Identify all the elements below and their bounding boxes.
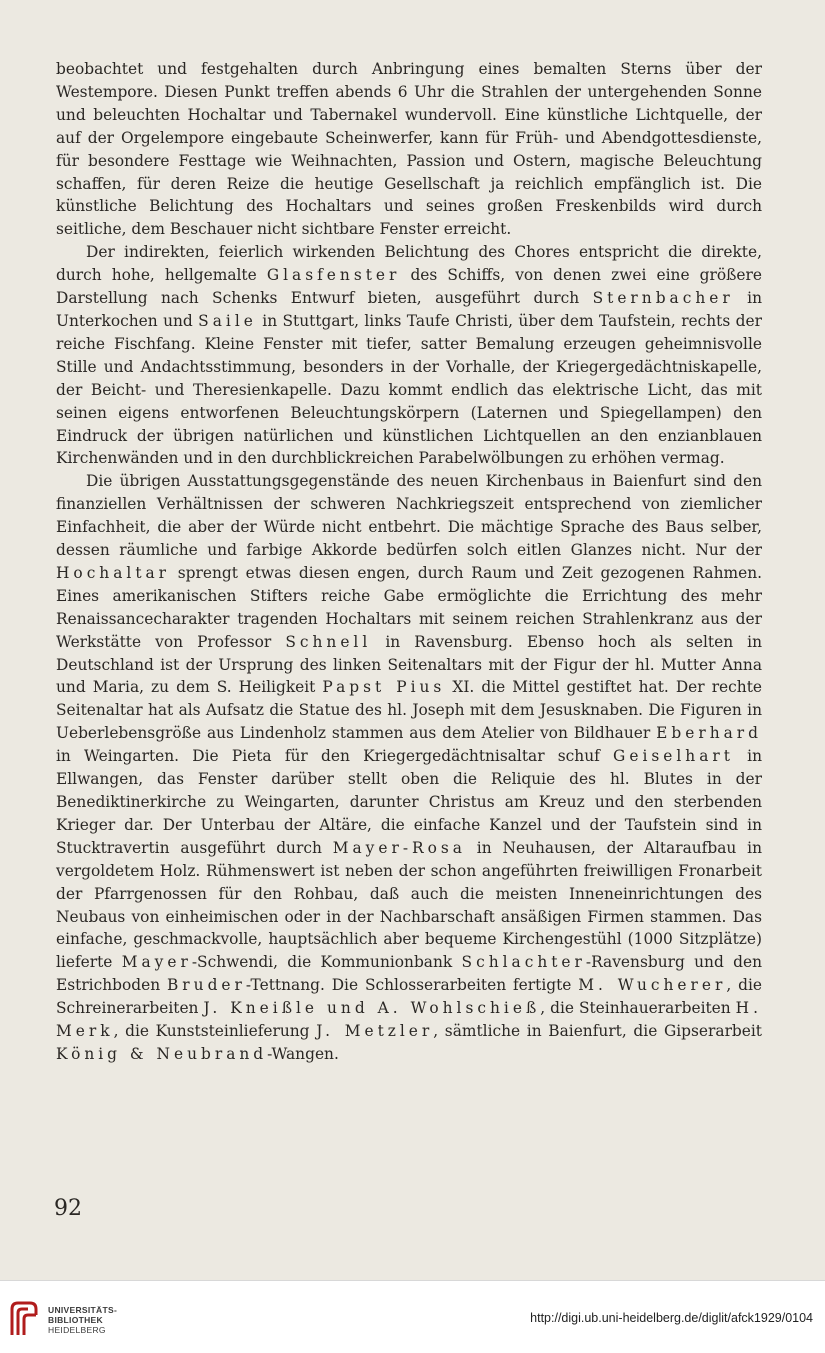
- spaced-name: M. Wucherer: [578, 976, 727, 995]
- spaced-name: Sternbacher: [592, 289, 734, 308]
- text-run: des Schiffs, von denen zwei eine größere Darstellung nach Schenks Entwurf bieten, ausgeführt durch: [56, 266, 762, 308]
- library-seal-icon: [8, 1301, 40, 1337]
- spaced-name: Geiselhart: [613, 747, 734, 766]
- text-run: -Wangen.: [267, 1044, 339, 1063]
- text-run: sprengt etwas diesen engen, durch Raum und Zeit gezogenen Rahmen. Eines amerikanischen Stifters reiche Gabe ermöglichte die Errichtung des mehr Renaissancecharakter tragenden Hochaltars mit seinem reichen Strahlenkranz aus der Werkstätte von Professor: [56, 563, 762, 651]
- text-run: -Schwendi, die Kommunionbank: [191, 953, 462, 972]
- text-run: in Ellwangen, das Fenster darüber stellt oben die Reliquie des hl. Blutes in der Benediktinerkirche zu Weingarten, darunter Christus am Kreuz und den sterbenden Krieger dar. Der Unterbau der Altäre, die einfache Kanzel und der Taufstein sind in Stucktravertin ausgeführt durch: [56, 747, 762, 857]
- text-run: XI. die Mittel gestiftet hat. Der rechte Seitenaltar hat als Aufsatz die Statue des hl. Joseph mit dem Jesusknaben. Die Figuren in Ueberlebensgröße aus Lindenholz stammen aus dem Atelier von Bildhauer: [56, 678, 762, 743]
- spaced-name: H. Merk: [56, 999, 762, 1041]
- text-run: , die Kunststeinlieferung: [113, 1022, 317, 1041]
- text-run: -Ravensburg und den Estrichboden: [56, 953, 762, 995]
- text-run: -Tettnang. Die Schlosserarbeiten fertigte: [245, 976, 579, 995]
- logo-line: HEIDELBERG: [48, 1325, 106, 1335]
- spaced-name: König & Neubrand: [56, 1044, 268, 1063]
- spaced-name: Eberhard: [656, 724, 762, 743]
- text-run: , die Steinhauerarbeiten: [540, 999, 736, 1018]
- text-run: in Weingarten. Die Pieta für den Kriegergedächtnisaltar schuf: [56, 747, 614, 766]
- paragraph: [56, 241, 762, 470]
- library-name: [48, 1305, 117, 1335]
- paragraph: [56, 58, 762, 241]
- text-run: Die übrigen Ausstattungsgegenstände des neuen Kirchenbaus in Baienfurt sind den finanziellen Verhältnissen der schweren Nachkriegszeit entsprechend von ziemlicher Einfachheit, die aber der Würde nicht entbehrt. Die mächtige Sprache des Baus selber, dessen räumliche und farbige Akkorde bedürfen solch eitlen Glanzes nicht. Nur der: [56, 472, 762, 560]
- spaced-name: J. Metzler: [316, 1022, 434, 1041]
- footer-bar: [0, 1280, 825, 1353]
- spaced-name: J. Kneißle und A. Wohlschieß: [203, 999, 541, 1018]
- page-number: 92: [54, 1196, 82, 1221]
- spaced-name: Mayer-Rosa: [332, 838, 466, 857]
- text-run: , die Schreinerarbeiten: [56, 976, 763, 1018]
- source-url-link[interactable]: http://digi.ub.uni-heidelberg.de/diglit/afck1929/0104: [530, 1311, 813, 1325]
- paragraph: [56, 470, 762, 1066]
- spaced-name: Mayer: [121, 953, 192, 972]
- spaced-name: Saile: [198, 311, 257, 330]
- logo-line: UNIVERSITÄTS-: [48, 1305, 118, 1315]
- text-run: , sämtliche in Baienfurt, die Gipserarbeit: [433, 1022, 762, 1041]
- logo-line: BIBLIOTHEK: [48, 1315, 103, 1325]
- spaced-name: Schlachter: [461, 953, 586, 972]
- spaced-name: Hochaltar: [56, 563, 171, 582]
- spaced-name: Glasfenster: [266, 266, 401, 285]
- library-logo[interactable]: [8, 1301, 188, 1341]
- text-run: Der indirekten, feierlich wirkenden Belichtung des Chores entspricht die direkte, durch hohe, hellgemalte: [56, 243, 762, 285]
- spaced-name: Bruder: [167, 976, 246, 995]
- text-run: in Neuhausen, der Altaraufbau in vergoldetem Holz. Rühmenswert ist neben der schon angeführten freiwilligen Fronarbeit der Pfarrgenossen für den Rohbau, daß auch die meisten Inneneinrichtungen des Neubaus von einheimischen oder in der Nachbarschaft ansäßigen Firmen stammen. Das einfache, geschmackvolle, hauptsächlich aber bequeme Kirchengestühl (1000 Sitzplätze) lieferte: [56, 838, 762, 972]
- text-run: beobachtet und festgehalten durch Anbringung eines bemalten Sterns über der Westempore. Diesen Punkt treffen abends 6 Uhr die Strahlen der untergehenden Sonne und beleuchten Hochaltar und Tabernakel wundervoll. Eine künstliche Lichtquelle, der auf der Orgelempore eingebaute Scheinwerfer, kann für Früh- und Abendgottesdienste, für besondere Festtage wie Weihnachten, Passion und Ostern, magische Beleuchtung schaffen, für deren Reize die heutige Gesellschaft ja reichlich empfänglich ist. Die künstliche Belichtung des Hochaltars und seines großen Freskenbilds wird durch seitliche, dem Beschauer nicht sichtbare Fenster erreicht.: [56, 60, 762, 239]
- text-run: in Stuttgart, links Taufe Christi, über dem Taufstein, rechts der reiche Fischfang. Kleine Fenster mit tiefer, satter Bemalung erzeugen geheimnisvolle Stille und Andachtsstimmung, besonders in der Vorhalle, der Kriegergedächtniskapelle, der Beicht- und Theresienkapelle. Dazu kommt endlich das elektrische Licht, das mit seinen eigens entworfenen Beleuchtungskörpern (Laternen und Spiegellampen) den Eindruck der übrigen natürlichen und künstlichen Lichtquellen an den enzianblauen Kirchenwänden und in den durchblickreichen Parabelwölbungen zu erhöhen vermag.: [56, 311, 762, 468]
- text-run: in Unterkochen und: [56, 289, 762, 330]
- text-run: in Ravensburg. Ebenso hoch als selten in Deutschland ist der Ursprung des linken Seitenaltars mit der Figur der hl. Mutter Anna und Maria, zu dem S. Heiligkeit: [56, 632, 763, 697]
- spaced-name: Papst Pius: [322, 678, 446, 697]
- body-text: [56, 58, 762, 1066]
- spaced-name: Schnell: [285, 632, 372, 651]
